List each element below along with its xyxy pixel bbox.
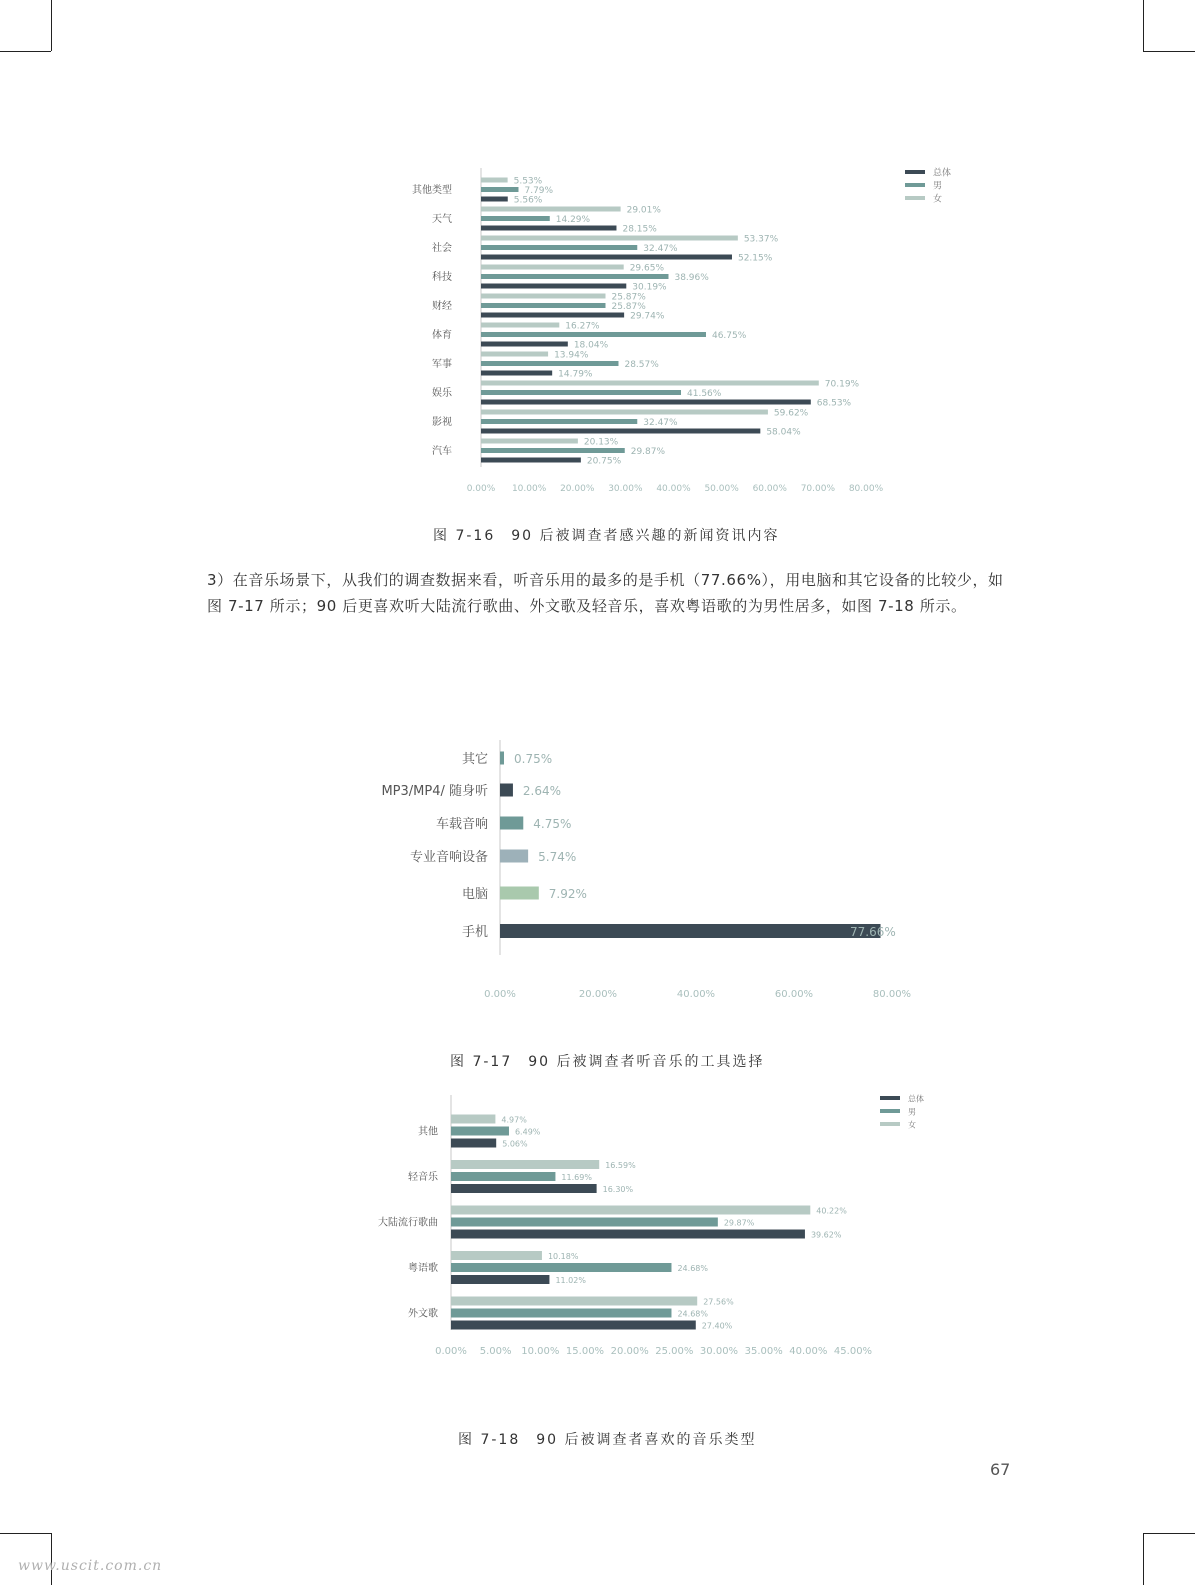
category-label: 军事 xyxy=(432,359,452,370)
x-tick-label: 15.00% xyxy=(565,1346,605,1357)
category-label: 专业音响设备 xyxy=(409,850,488,865)
bar xyxy=(481,274,668,279)
paragraph-text: 3）在音乐场景下，从我们的调查数据来看，听音乐用的最多的是手机（77.66%），用电脑和其它设备的比较少，如图 7-17 所示；90 后更喜欢听大陆流行歌曲、外文歌及轻音乐，喜欢粤语歌的为男性居多，如图 7-18 所示。 xyxy=(207,571,1004,615)
bar xyxy=(451,1172,555,1181)
bar xyxy=(451,1127,509,1136)
x-tick-label: 35.00% xyxy=(744,1346,783,1357)
data-label: 77.66% xyxy=(850,925,896,939)
data-label: 4.75% xyxy=(533,817,572,831)
data-label: 29.87% xyxy=(630,447,666,457)
data-label: 28.15% xyxy=(622,224,657,235)
legend-label: 男 xyxy=(908,1107,916,1117)
data-label: 0.75% xyxy=(514,752,553,766)
data-label: 41.56% xyxy=(687,389,722,399)
x-tick-label: 60.00% xyxy=(774,989,814,1000)
data-label: 53.37% xyxy=(743,234,779,245)
data-label: 10.18% xyxy=(547,1252,579,1261)
data-label: 7.79% xyxy=(524,186,554,196)
crop-mark-top-right xyxy=(1143,0,1144,51)
data-label: 4.97% xyxy=(501,1115,527,1125)
bar xyxy=(481,255,732,260)
data-label: 5.56% xyxy=(513,195,543,206)
data-label: 59.62% xyxy=(773,408,809,419)
bar xyxy=(500,784,513,797)
x-tick-label: 30.00% xyxy=(699,1346,739,1357)
category-label: 车载音响 xyxy=(435,817,488,832)
music-device-chart xyxy=(0,735,1195,1005)
category-label: 财经 xyxy=(432,301,452,312)
category-label: 粤语歌 xyxy=(408,1263,438,1274)
data-label: 5.53% xyxy=(513,176,543,187)
category-label: 其它 xyxy=(461,752,488,767)
bar xyxy=(481,371,552,376)
data-label: 29.74% xyxy=(630,311,665,322)
data-label: 11.02% xyxy=(555,1276,586,1285)
data-label: 46.75% xyxy=(711,331,747,341)
data-label: 30.19% xyxy=(632,282,667,293)
bar xyxy=(481,197,508,202)
data-label: 6.49% xyxy=(514,1127,541,1137)
x-tick-label: 5.00% xyxy=(479,1346,512,1357)
bar xyxy=(451,1309,671,1318)
category-label: 其他 xyxy=(418,1126,438,1138)
data-label: 13.94% xyxy=(554,350,589,361)
bar xyxy=(481,207,621,212)
data-label: 27.40% xyxy=(701,1321,733,1331)
bar xyxy=(481,410,768,415)
legend-swatch xyxy=(905,170,925,174)
crop-mark-top-right xyxy=(1143,51,1195,52)
bar xyxy=(451,1115,495,1124)
category-label: 外文歌 xyxy=(408,1308,438,1320)
data-label: 24.68% xyxy=(677,1309,708,1319)
crop-mark-bottom-right xyxy=(1143,1533,1195,1534)
data-label: 7.92% xyxy=(548,887,587,901)
bar xyxy=(451,1206,810,1215)
bar xyxy=(451,1230,805,1239)
bar xyxy=(481,294,605,299)
bar xyxy=(451,1184,597,1193)
x-tick-label: 0.00% xyxy=(484,989,516,1000)
figure-caption-7-18: 图 7-18 90 后被调查者喜欢的音乐类型 xyxy=(458,1432,757,1448)
bar xyxy=(451,1275,549,1284)
data-label: 25.87% xyxy=(611,302,646,312)
body-paragraph xyxy=(207,567,1015,619)
bar xyxy=(481,265,624,270)
category-label: 其他类型 xyxy=(412,185,452,196)
data-label: 16.30% xyxy=(602,1185,634,1194)
legend-swatch xyxy=(905,183,925,187)
bar xyxy=(481,178,508,183)
bar xyxy=(481,303,605,308)
data-label: 58.04% xyxy=(766,427,801,438)
crop-mark-bottom-left xyxy=(0,1533,51,1534)
data-label: 11.69% xyxy=(561,1173,592,1182)
bar xyxy=(481,332,706,337)
bar xyxy=(451,1321,696,1330)
data-label: 16.59% xyxy=(605,1161,636,1170)
bar xyxy=(481,400,811,405)
bar xyxy=(481,419,637,424)
category-label: 大陆流行歌曲 xyxy=(378,1217,438,1229)
bar xyxy=(451,1251,542,1260)
bar xyxy=(481,284,626,289)
bar xyxy=(481,381,819,386)
legend-label: 男 xyxy=(933,181,943,192)
data-label: 39.62% xyxy=(810,1230,842,1240)
data-label: 29.65% xyxy=(629,263,665,274)
watermark: www.uscit.com.cn xyxy=(18,1558,163,1574)
x-tick-label: 70.00% xyxy=(800,484,836,494)
bar xyxy=(481,361,618,366)
data-label: 38.96% xyxy=(674,273,709,283)
bar xyxy=(481,245,637,250)
category-label: MP3/MP4/ 随身听 xyxy=(381,784,488,799)
x-tick-label: 10.00% xyxy=(521,1346,560,1357)
data-label: 32.47% xyxy=(643,418,678,428)
page-number: 67 xyxy=(990,1460,1011,1479)
legend-label: 总体 xyxy=(933,168,952,179)
legend-swatch xyxy=(905,196,925,200)
bar xyxy=(481,448,625,453)
x-tick-label: 80.00% xyxy=(872,989,912,1000)
x-tick-label: 25.00% xyxy=(655,1346,694,1357)
bar xyxy=(481,439,578,444)
x-tick-label: 45.00% xyxy=(833,1346,873,1357)
crop-mark-top-left xyxy=(51,0,52,51)
category-label: 天气 xyxy=(432,214,452,225)
bar xyxy=(481,352,548,357)
bar xyxy=(451,1160,599,1169)
figure-caption-7-17: 图 7-17 90 后被调查者听音乐的工具选择 xyxy=(450,1054,765,1070)
bar xyxy=(481,313,624,318)
x-tick-label: 20.00% xyxy=(610,1346,649,1357)
bar xyxy=(481,187,518,192)
category-label: 科技 xyxy=(432,272,452,283)
x-tick-label: 40.00% xyxy=(676,989,716,1000)
data-label: 14.29% xyxy=(555,215,591,225)
category-label: 影视 xyxy=(432,417,452,428)
data-label: 40.22% xyxy=(816,1206,847,1216)
data-label: 25.87% xyxy=(611,292,646,303)
data-label: 5.06% xyxy=(502,1139,528,1149)
x-tick-label: 50.00% xyxy=(704,484,739,494)
bar xyxy=(451,1263,671,1272)
data-label: 29.87% xyxy=(723,1218,755,1228)
data-label: 5.74% xyxy=(538,850,577,864)
bar xyxy=(500,817,523,830)
data-label: 14.79% xyxy=(558,369,593,380)
bar xyxy=(500,924,881,938)
crop-mark-bottom-right xyxy=(1143,1533,1144,1585)
data-label: 18.04% xyxy=(573,340,609,351)
category-label: 轻音乐 xyxy=(408,1172,438,1183)
x-tick-label: 0.00% xyxy=(466,484,496,494)
bar xyxy=(451,1139,496,1148)
bar xyxy=(451,1297,697,1306)
bar xyxy=(481,226,616,231)
x-tick-label: 20.00% xyxy=(578,989,618,1000)
data-label: 70.19% xyxy=(824,379,860,390)
figure-caption-7-16: 图 7-16 90 后被调查者感兴趣的新闻资讯内容 xyxy=(433,528,780,544)
data-label: 20.75% xyxy=(586,456,622,467)
legend-swatch xyxy=(880,1122,900,1126)
category-label: 手机 xyxy=(461,925,488,940)
data-label: 29.01% xyxy=(626,205,661,216)
crop-mark-top-left xyxy=(0,51,51,52)
data-label: 27.56% xyxy=(703,1297,734,1307)
bar xyxy=(481,429,760,434)
legend-swatch xyxy=(880,1096,900,1100)
x-tick-label: 40.00% xyxy=(656,484,691,494)
x-tick-label: 0.00% xyxy=(435,1346,467,1357)
bar xyxy=(481,390,681,395)
bar xyxy=(481,342,568,347)
news-interest-chart xyxy=(0,160,1195,500)
x-tick-label: 40.00% xyxy=(789,1346,828,1357)
bar xyxy=(500,752,504,765)
bar xyxy=(500,850,528,863)
category-label: 电脑 xyxy=(461,887,488,902)
category-label: 娱乐 xyxy=(432,388,452,399)
data-label: 20.13% xyxy=(583,437,619,448)
data-label: 28.57% xyxy=(624,360,659,370)
bar xyxy=(481,458,581,463)
music-genre-chart xyxy=(0,1090,1195,1370)
data-label: 2.64% xyxy=(522,784,562,798)
legend-label: 女 xyxy=(908,1120,916,1130)
bar xyxy=(481,323,559,328)
legend-label: 总体 xyxy=(908,1094,924,1104)
legend-label: 女 xyxy=(933,194,943,205)
x-tick-label: 20.00% xyxy=(560,484,595,494)
category-label: 体育 xyxy=(432,330,452,341)
bar xyxy=(500,887,539,900)
bar xyxy=(481,236,738,241)
legend-swatch xyxy=(880,1109,900,1113)
category-label: 汽车 xyxy=(432,446,452,457)
x-tick-label: 10.00% xyxy=(511,484,547,494)
bar xyxy=(481,216,550,221)
category-label: 社会 xyxy=(432,243,452,254)
x-tick-label: 30.00% xyxy=(608,484,643,494)
data-label: 52.15% xyxy=(737,253,773,264)
bar xyxy=(451,1218,718,1227)
data-label: 16.27% xyxy=(565,321,600,332)
data-label: 32.47% xyxy=(643,244,678,254)
x-tick-label: 80.00% xyxy=(848,484,884,494)
data-label: 68.53% xyxy=(816,398,852,409)
x-tick-label: 60.00% xyxy=(752,484,787,494)
data-label: 24.68% xyxy=(677,1264,708,1273)
